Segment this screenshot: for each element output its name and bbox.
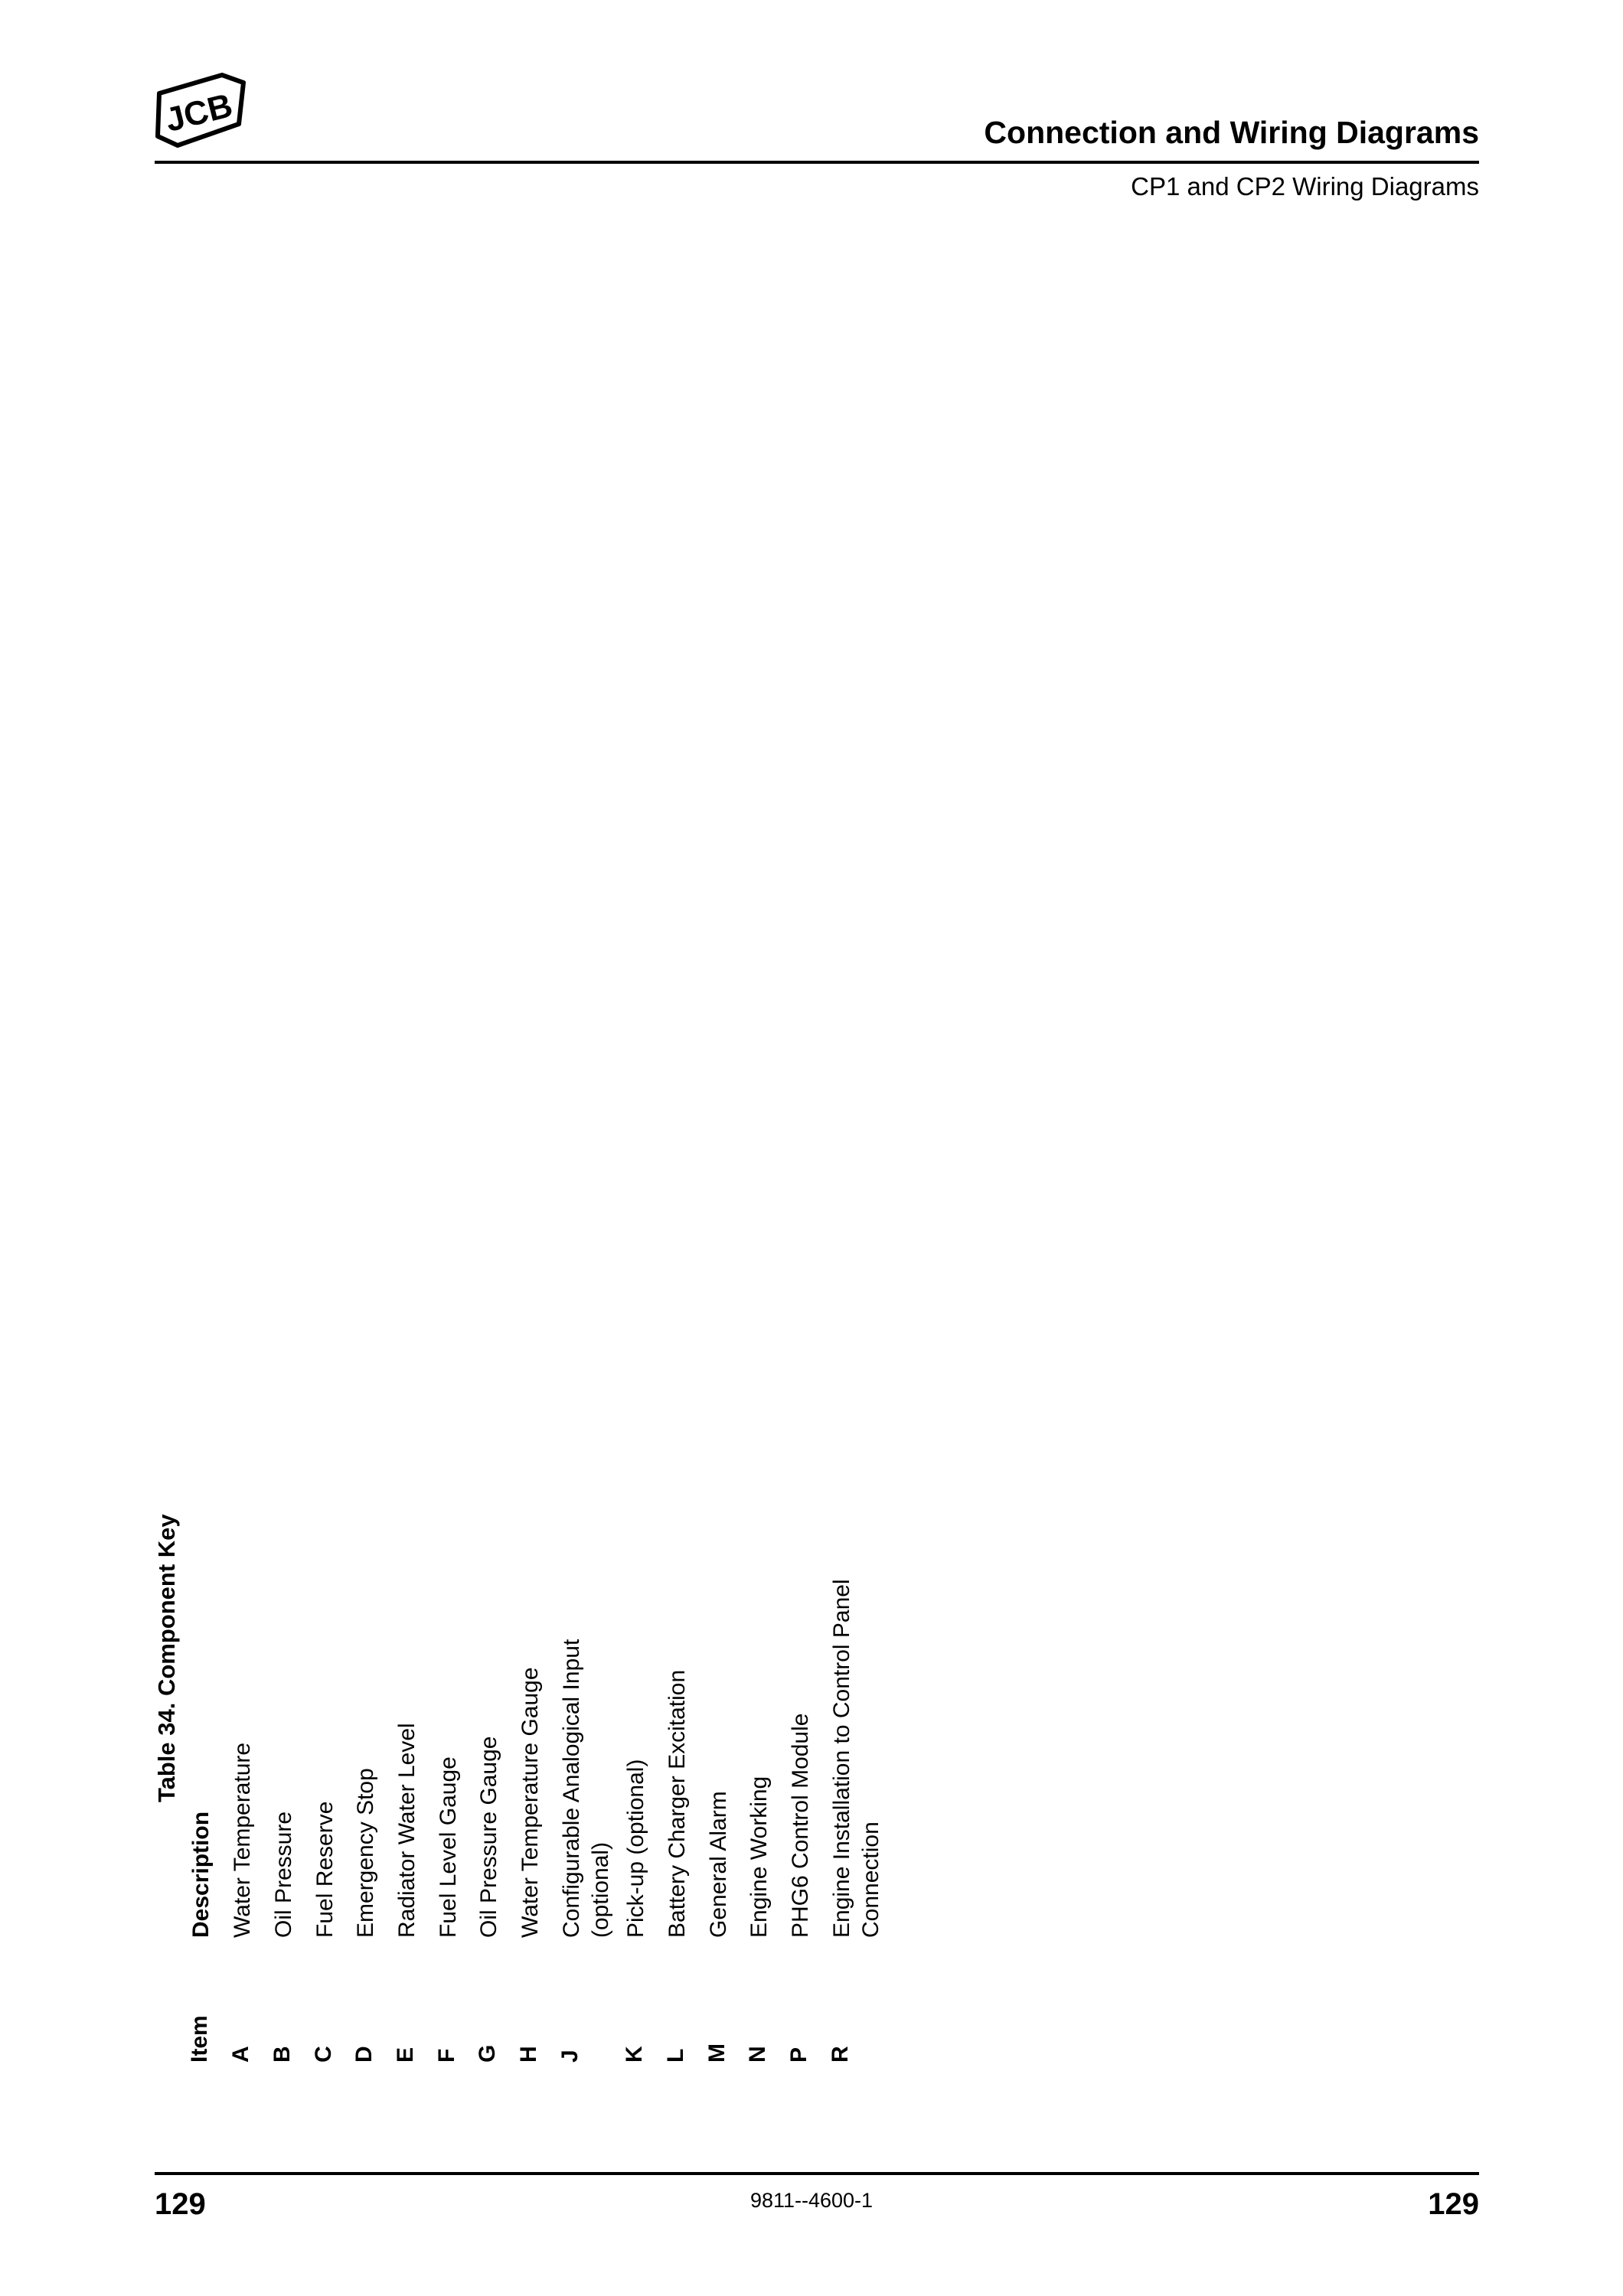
- row-description: Fuel Reserve: [312, 1801, 338, 1938]
- row-description: Oil Pressure: [271, 1811, 296, 1938]
- component-key-table: [153, 1514, 888, 2101]
- row-item: N: [745, 2046, 770, 2063]
- row-item: L: [663, 2048, 688, 2063]
- row-description: PHG6 Control Module: [788, 1713, 813, 1938]
- svg-text:JCB: JCB: [162, 86, 237, 139]
- header-divider: [155, 161, 1479, 164]
- row-description: Radiator Water Level: [394, 1723, 420, 1938]
- table-caption: Table 34. Component Key: [153, 1514, 180, 1802]
- row-item: K: [622, 2046, 647, 2063]
- section-title: Connection and Wiring Diagrams: [984, 115, 1479, 150]
- column-header-item: Item: [187, 2015, 212, 2063]
- row-description: Oil Pressure Gauge: [476, 1736, 501, 1938]
- row-item: P: [786, 2047, 812, 2063]
- footer-divider: [155, 2172, 1479, 2175]
- row-description: Pick-up (optional): [623, 1759, 648, 1938]
- column-header-description: Description: [188, 1811, 214, 1938]
- row-description: General Alarm: [706, 1791, 731, 1938]
- row-item: R: [828, 2046, 853, 2063]
- page-number-left: 129: [155, 2187, 206, 2221]
- row-description: Water Temperature: [230, 1742, 255, 1938]
- row-item: D: [351, 2046, 377, 2063]
- row-description: Fuel Level Gauge: [436, 1756, 461, 1938]
- row-item: G: [475, 2044, 500, 2063]
- row-item: H: [516, 2046, 541, 2063]
- row-description-cont: (optional): [588, 1841, 613, 1938]
- row-description-cont: Connection: [858, 1821, 883, 1938]
- row-item: C: [311, 2046, 336, 2063]
- row-description: Engine Installation to Control Panel: [829, 1579, 854, 1938]
- document-code: 9811--4600-1: [749, 2189, 874, 2212]
- row-item: J: [557, 2050, 583, 2063]
- row-item: F: [434, 2048, 459, 2063]
- row-item: B: [269, 2046, 295, 2063]
- row-item: M: [704, 2043, 730, 2063]
- row-description: Battery Charger Excitation: [665, 1669, 690, 1938]
- row-item: E: [393, 2047, 418, 2063]
- row-description: Emergency Stop: [353, 1768, 378, 1938]
- row-description: Water Temperature Gauge: [518, 1667, 543, 1938]
- row-description: Configurable Analogical Input: [559, 1639, 584, 1938]
- row-description: Engine Working: [746, 1776, 772, 1938]
- section-subtitle: CP1 and CP2 Wiring Diagrams: [1131, 172, 1479, 201]
- page-number-right: 129: [1428, 2187, 1479, 2221]
- jcb-logo: [152, 70, 250, 150]
- row-item: A: [228, 2046, 253, 2063]
